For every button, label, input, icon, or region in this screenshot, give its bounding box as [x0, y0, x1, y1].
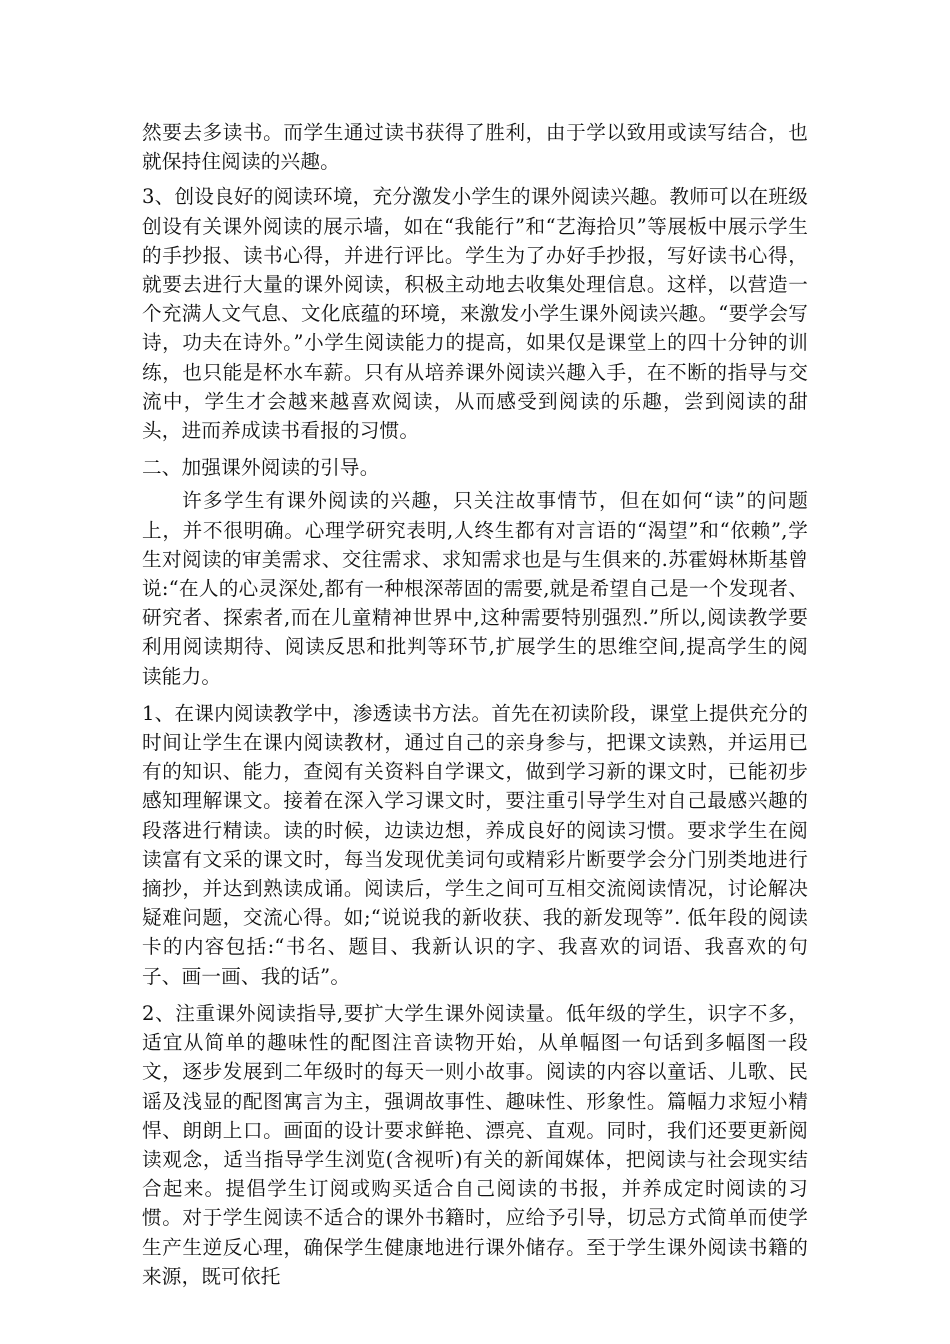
section-heading-guidance: 二、加强课外阅读的引导。 [142, 456, 380, 480]
paragraph-reading-interest: 许多学生有课外阅读的兴趣，只关注故事情节，但在如何“读”的问题上，并不很明确。心理学研究表明,人终生都有对言语的“渴望”和“依赖”,学生对阅读的审美需求、交往需求、求知需求也是与生俱来的.苏霍姆林斯基曾说:“在人的心灵深处,都有一种根深蒂固的需要,就是希望自己是一个发现者、研究者、探索者,而在儿童精神世界中,这种需要特别强烈.”所以,阅读教学要利用阅读期待、阅读反思和批判等环节,扩展学生的思维空间,提高学生的阅读能力。 [142, 489, 808, 688]
paragraph-classroom-reading-method: 1、在课内阅读教学中，渗透读书方法。首先在初读阶段，课堂上提供充分的时间让学生在课内阅读教材，通过自己的亲身参与，把课文读熟，并运用已有的知识、能力，查阅有关资料自学课文，做到学习新的课文时，已能初步感知理解课文。接着在深入学习课文时，要注重引导学生对自己最感兴趣的段落进行精读。读的时候，边读边想，养成良好的阅读习惯。要求学生在阅读富有文采的课文时，每当发现优美词句或精彩片断要学会分门别类地进行摘抄，并达到熟读成诵。阅读后，学生之间可互相交流阅读情况，讨论解决疑难问题，交流心得。如;“说说我的新收获、我的新发现等”. 低年段的阅读卡的内容包括:“书名、题目、我新认识的字、我喜欢的词语、我喜欢的句子、画一画、我的话”。 [142, 701, 808, 988]
paragraph-reading-environment: 3、创设良好的阅读环境，充分激发小学生的课外阅读兴趣。教师可以在班级创设有关课外阅读的展示墙，如在“我能行”和“艺海拾贝”等展板中展示学生的手抄报、读书心得，并进行评比。学生为了办好手抄报，写好读书心得，就要去进行大量的课外阅读，积极主动地去收集处理信息。这样，以营造一个充满人文气息、文化底蕴的环境，来激发小学生课外阅读兴趣。“要学会写诗，功夫在诗外。”小学生阅读能力的提高，如果仅是课堂上的四十分钟的训练，也只能是杯水车薪。只有从培养课外阅读兴趣入手，在不断的指导与交流中，学生才会越来越喜欢阅读，从而感受到阅读的乐趣，尝到阅读的甜头，进而养成读书看报的习惯。 [142, 185, 808, 443]
document-body [142, 118, 808, 1299]
paragraph-continuation: 然要去多读书。而学生通过读书获得了胜利，由于学以致用或读写结合，也就保持住阅读的兴趣。 [142, 121, 808, 174]
paragraph-extracurricular-guidance: 2、注重课外阅读指导,要扩大学生课外阅读量。低年级的学生，识字不多，适宜从简单的趣味性的配图注音读物开始，从单幅图一句话到多幅图一段文，逐步发展到二年级时的每天一则小故事。阅读的内容以童话、儿歌、民谣及浅显的配图寓言为主，强调故事性、趣味性、形象性。篇幅力求短小精悍、朗朗上口。画面的设计要求鲜艳、漂亮、直观。同时，我们还要更新阅读观念，适当指导学生浏览(含视听)有关的新闻媒体，把阅读与社会现实结合起来。提倡学生订阅或购买适合自己阅读的书报，并养成定时阅读的习惯。对于学生阅读不适合的课外书籍时，应给予引导，切忌方式简单而使学生产生逆反心理，确保学生健康地进行课外储存。至于学生课外阅读书籍的来源，既可依托 [142, 1001, 808, 1288]
